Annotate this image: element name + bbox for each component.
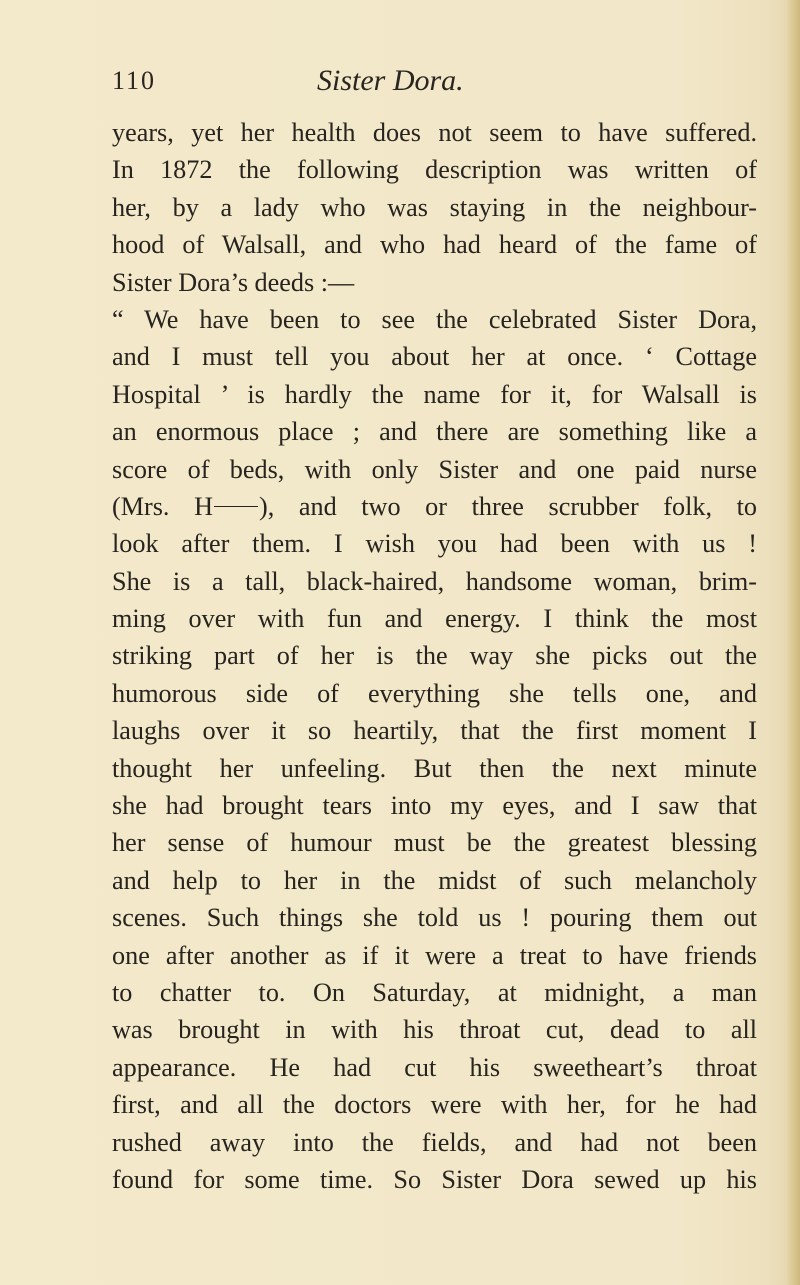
text-line: Hospital ’ is hardly the name for it, for Walsall is [112, 379, 757, 409]
text-line: striking part of her is the way she picks out the [112, 641, 757, 671]
text-line: she had brought tears into my eyes, and I saw that [112, 791, 757, 821]
text-line: rushed away into the fields, and had not been [112, 1127, 757, 1157]
text-line: thought her unfeeling. But then the next minute [112, 753, 757, 783]
text-line: score of beds, with only Sister and one paid nurse [112, 454, 757, 484]
text-line: and help to her in the midst of such melancholy [112, 865, 757, 895]
text-line: her, by a lady who was staying in the neighbour- [112, 192, 757, 222]
text-line: her sense of humour must be the greatest blessing [112, 828, 757, 858]
text-line: humorous side of everything she tells one, and [112, 678, 757, 708]
text-line: look after them. I wish you had been with us ! [112, 529, 757, 559]
text-fragment: ), and two or three scrubber folk, to [258, 491, 757, 521]
text-line: hood of Walsall, and who had heard of the fame of [112, 230, 757, 260]
text-line: first, and all the doctors were with her, for he had [112, 1090, 757, 1120]
page-edge-shadow [786, 0, 800, 1285]
text-line: scenes. Such things she told us ! pouring them out [112, 903, 757, 933]
text-line: was brought in with his throat cut, dead to all [112, 1015, 757, 1045]
text-fragment: (Mrs. H [112, 491, 213, 521]
text-line: found for some time. So Sister Dora sewed up his [112, 1164, 757, 1194]
text-line: She is a tall, black-haired, handsome woman, brim- [112, 566, 757, 596]
text-line: “ We have been to see the celebrated Sister Dora, [112, 304, 757, 334]
page-number: 110 [112, 66, 157, 95]
running-head [112, 64, 752, 104]
text-line: appearance. He had cut his sweetheart’s throat [112, 1052, 757, 1082]
text-line: ming over with fun and energy. I think the most [112, 604, 757, 634]
book-title: Sister Dora. [317, 64, 464, 97]
text-line: one after another as if it were a treat to have friends [112, 940, 757, 970]
text-line-with-dash [112, 488, 757, 525]
text-line: years, yet her health does not seem to have suffered. [112, 118, 757, 147]
text-line: an enormous place ; and there are something like a [112, 417, 757, 447]
text-line: to chatter to. On Saturday, at midnight, a man [112, 977, 757, 1007]
text-line: In 1872 the following description was written of [112, 155, 757, 185]
body-text [112, 114, 757, 1198]
text-line: Sister Dora’s deeds :— [112, 267, 355, 297]
name-omission-dash [214, 506, 258, 507]
text-line: laughs over it so heartily, that the first moment I [112, 716, 757, 746]
text-line: and I must tell you about her at once. ‘ Cottage [112, 342, 757, 372]
